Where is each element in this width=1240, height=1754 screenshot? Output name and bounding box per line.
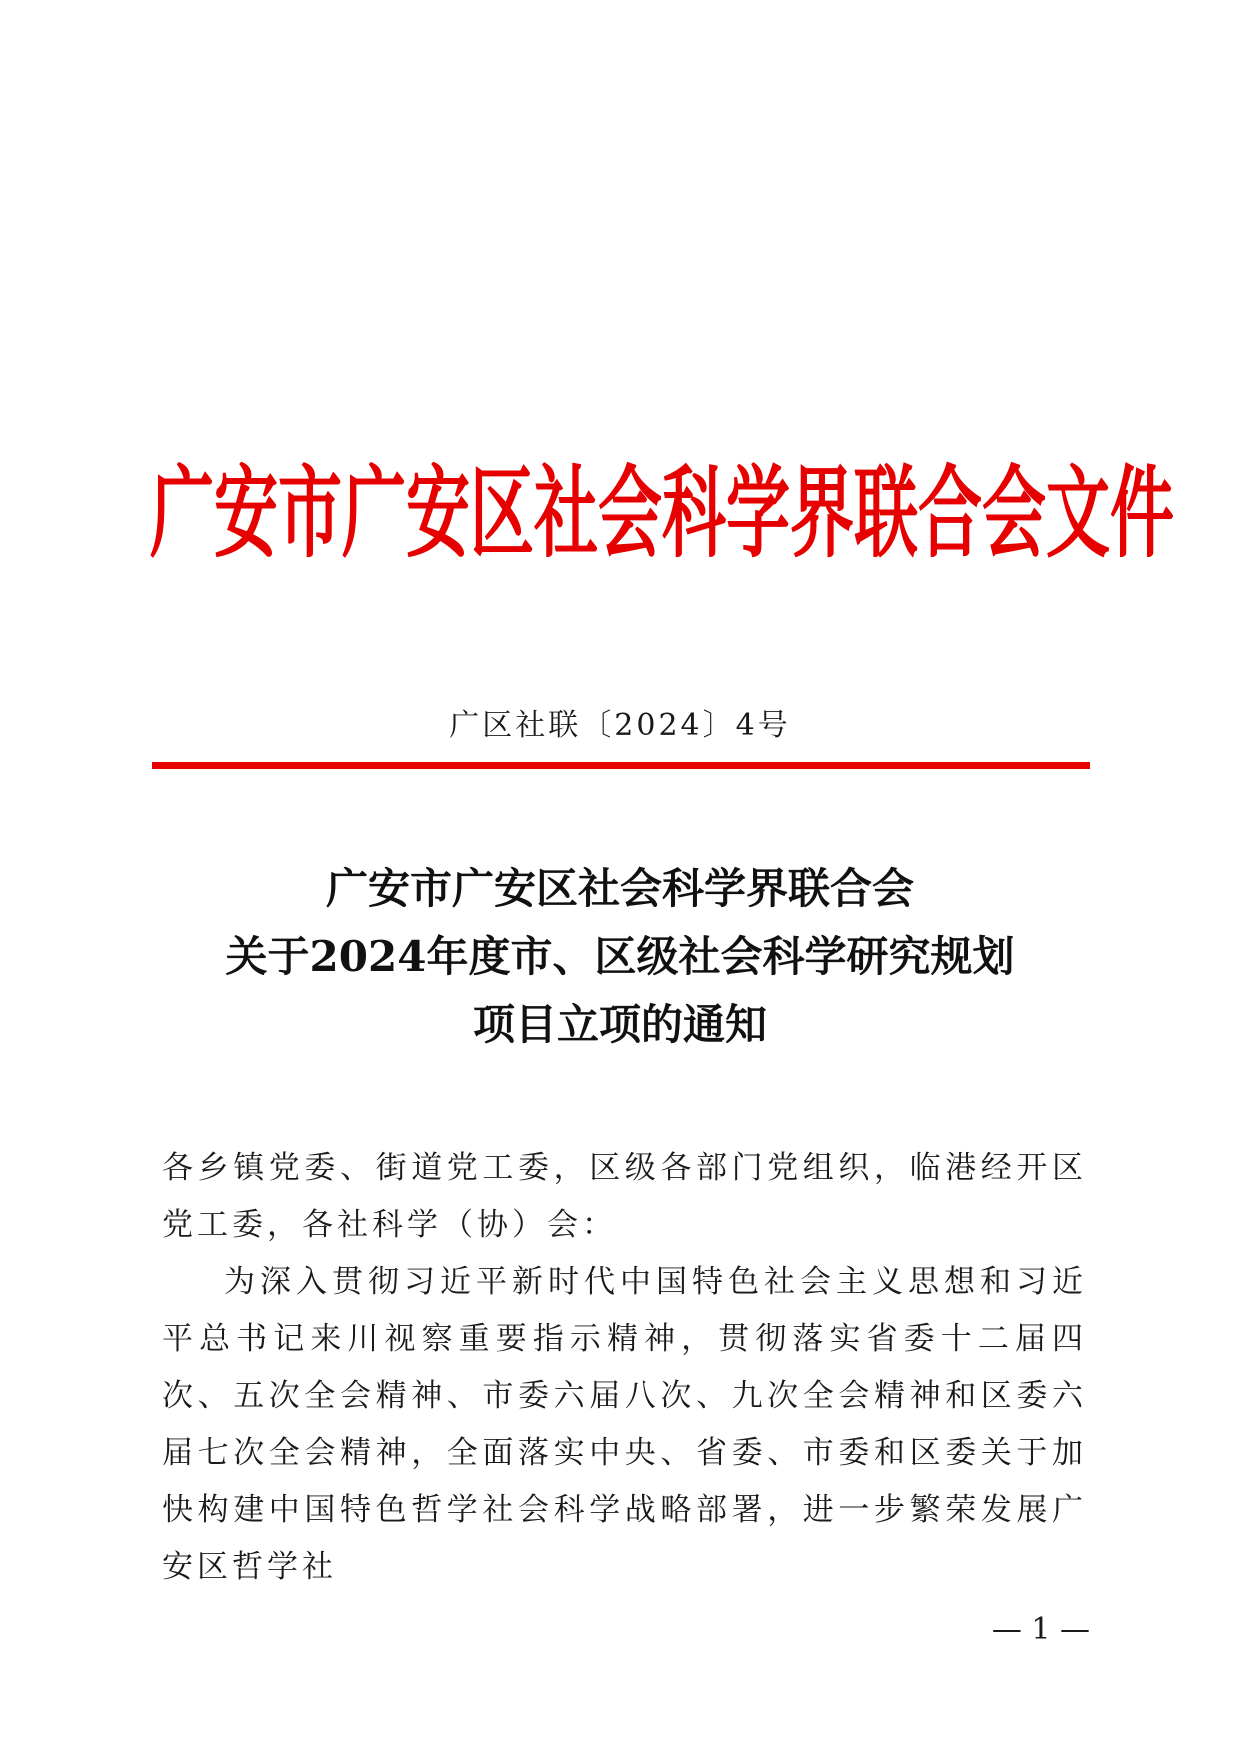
red-masthead-title: 广安市广安区社会科学界联合会文件 (150, 457, 1174, 573)
title-line-1: 广安市广安区社会科学界联合会 (325, 864, 914, 913)
red-divider-line (152, 762, 1090, 769)
title-line-2: 关于2024年度市、区级社会科学研究规划 (225, 932, 1015, 981)
title-line-3: 项目立项的通知 (472, 1000, 767, 1049)
document-number: 广区社联〔2024〕4号 (449, 708, 791, 743)
body-paragraph: 为深入贯彻习近平新时代中国特色社会主义思想和习近平总书记来川视察重要指示精神，贯彻落实省委十二届四次、五次全会精神、市委六届八次、九次全会精神和区委六届七次全会精神，全面落实中央、省委、市委和区委关于加快构建中国特色哲学社会科学战略部署，进一步繁荣发展广安区哲学社 (162, 1264, 1087, 1585)
notice-body (162, 1140, 1087, 1596)
page-number: — 1 — (991, 1612, 1090, 1647)
salutation: 各乡镇党委、街道党工委，区级各部门党组织，临港经开区党工委，各社科学（协）会： (162, 1150, 1087, 1243)
notice-title (150, 855, 1090, 1059)
